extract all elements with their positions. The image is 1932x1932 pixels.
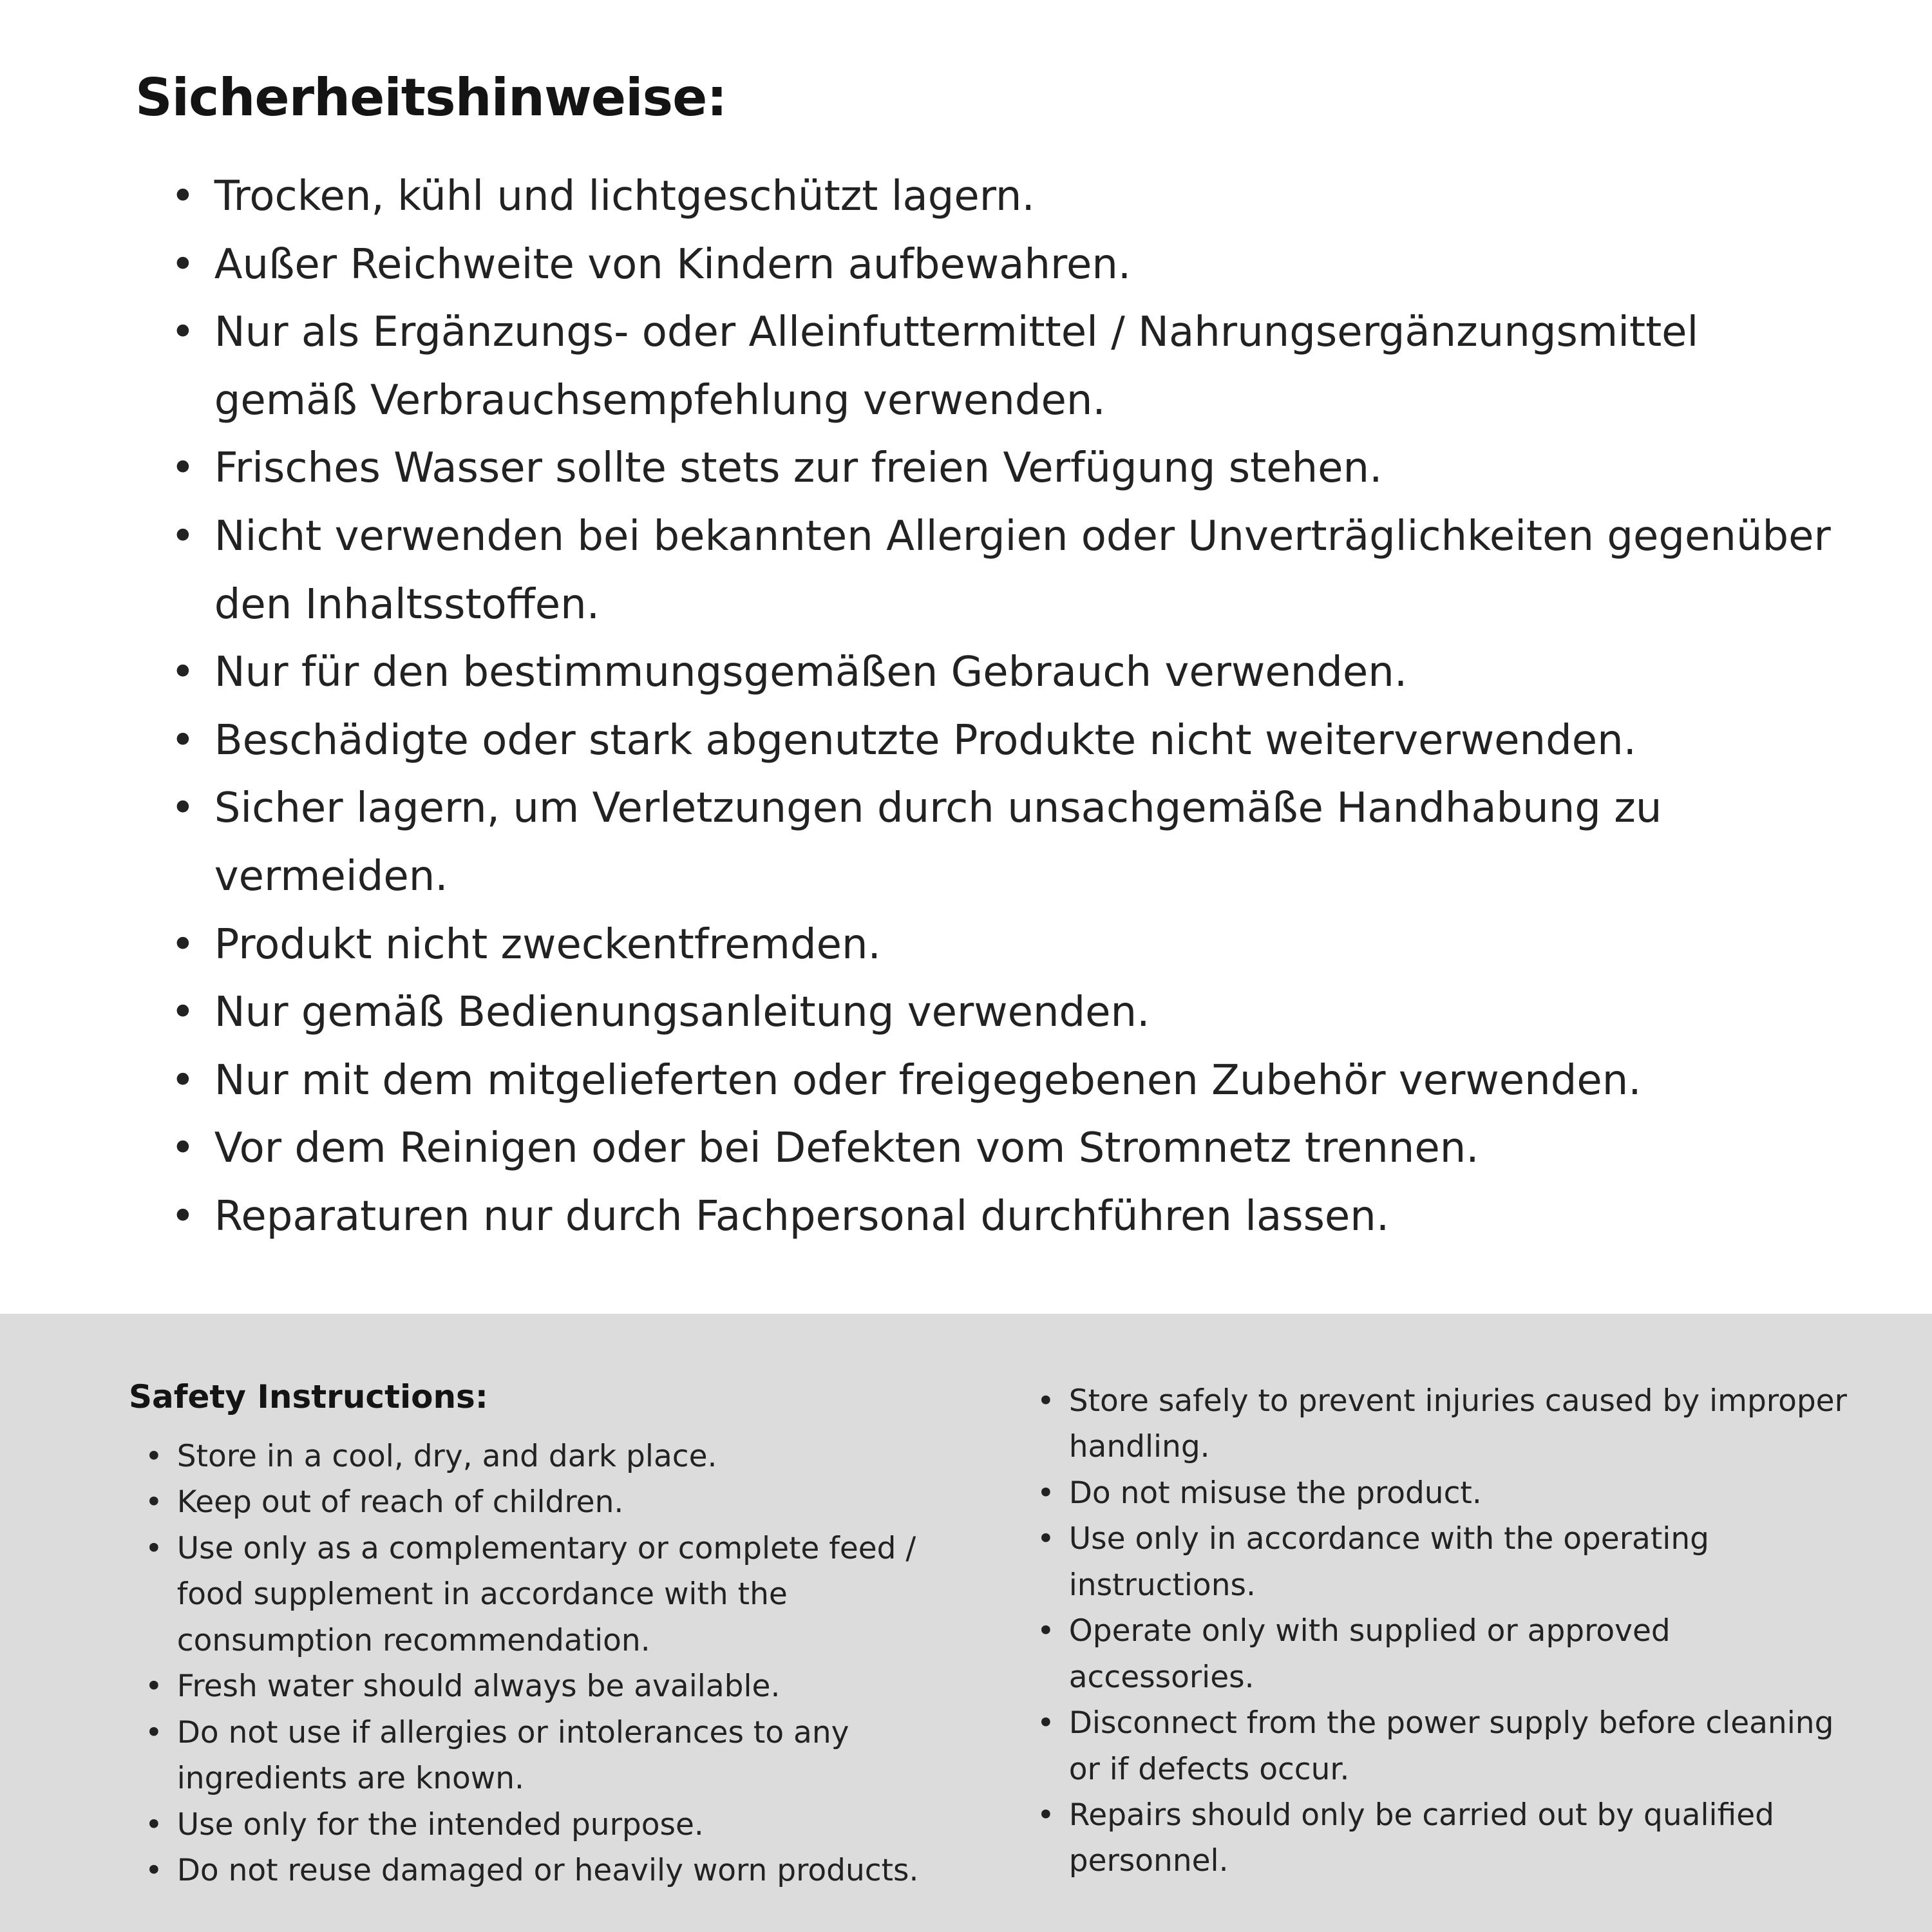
list-item-text: Nicht verwenden bei bekannten Allergien oder Unverträglichkeiten gegenüber den Inhaltsstoffen. bbox=[214, 512, 1831, 629]
bullet-marker: • bbox=[171, 308, 195, 357]
bullet-marker: • bbox=[171, 649, 195, 697]
list-item-text: Nur als Ergänzungs- oder Alleinfuttermittel / Nahrungsergänzungsmittel gemäß Verbrauchsempfehlung verwenden. bbox=[214, 308, 1699, 424]
bullet-marker: • bbox=[1037, 1521, 1055, 1557]
list-item-text: Use only as a complementary or complete feed / food supplement in accordance with the consumption recommendation. bbox=[176, 1530, 916, 1658]
bullet-marker: • bbox=[171, 716, 195, 764]
bullet-marker: • bbox=[145, 1852, 163, 1888]
bullet-marker: • bbox=[145, 1714, 163, 1750]
list-item bbox=[171, 231, 1835, 299]
bullet-marker: • bbox=[171, 240, 195, 289]
list-item bbox=[171, 1183, 1835, 1251]
list-item bbox=[1037, 1516, 1855, 1608]
list-item bbox=[145, 1663, 963, 1709]
bullet-marker: • bbox=[145, 1484, 163, 1520]
list-item-text: Do not use if allergies or intolerances to any ingredients are known. bbox=[176, 1714, 849, 1797]
bullet-marker: • bbox=[1037, 1475, 1055, 1511]
list-item bbox=[145, 1479, 963, 1525]
english-heading: Safety Instructions: bbox=[129, 1378, 488, 1416]
list-item-text: Beschädigte oder stark abgenutzte Produkte nicht weiterverwenden. bbox=[214, 716, 1636, 764]
list-item-text: Frisches Wasser sollte stets zur freien Verfügung stehen. bbox=[214, 444, 1383, 493]
list-item-text: Do not misuse the product. bbox=[1068, 1475, 1482, 1511]
german-heading: Sicherheitshinweise: bbox=[135, 68, 727, 128]
list-item-text: Use only for the intended purpose. bbox=[176, 1806, 704, 1842]
list-item-text: Produkt nicht zweckentfremden. bbox=[214, 920, 881, 969]
list-item bbox=[171, 1115, 1835, 1183]
list-item bbox=[171, 1047, 1835, 1115]
bullet-marker: • bbox=[145, 1530, 163, 1566]
list-item bbox=[145, 1848, 963, 1893]
list-item-text: Store safely to prevent injuries caused by improper handling. bbox=[1068, 1383, 1847, 1465]
list-item bbox=[145, 1526, 963, 1663]
list-item bbox=[1037, 1608, 1855, 1700]
list-item bbox=[171, 707, 1835, 775]
bullet-marker: • bbox=[145, 1439, 163, 1474]
list-item-text: Sicher lagern, um Verletzungen durch unsachgemäße Handhabung zu vermeiden. bbox=[214, 784, 1662, 900]
list-item-text: Operate only with supplied or approved accessories. bbox=[1068, 1613, 1671, 1695]
list-item bbox=[171, 163, 1835, 231]
list-item-text: Nur gemäß Bedienungsanleitung verwenden. bbox=[214, 989, 1150, 1037]
list-item bbox=[1037, 1470, 1855, 1516]
list-item-text: Repairs should only be carried out by qualified personnel. bbox=[1068, 1797, 1774, 1879]
list-item-text: Außer Reichweite von Kindern aufbewahren. bbox=[214, 240, 1132, 289]
english-right-bullet-list bbox=[1021, 1378, 1855, 1884]
list-item-text: Trocken, kühl und lichtgeschützt lagern. bbox=[214, 173, 1035, 220]
list-item-text: Fresh water should always be available. bbox=[176, 1669, 781, 1705]
bullet-marker: • bbox=[171, 173, 195, 220]
list-item-text: Use only in accordance with the operating instructions. bbox=[1068, 1521, 1709, 1603]
list-item bbox=[171, 979, 1835, 1047]
list-item bbox=[171, 911, 1835, 980]
list-item-text: Reparaturen nur durch Fachpersonal durchführen lassen. bbox=[214, 1192, 1390, 1240]
bullet-marker: • bbox=[171, 444, 195, 493]
list-item bbox=[171, 639, 1835, 707]
list-item-text: Nur mit dem mitgelieferten oder freigegebenen Zubehör verwenden. bbox=[214, 1056, 1642, 1104]
english-section bbox=[0, 1314, 1932, 1932]
list-item-text: Vor dem Reinigen oder bei Defekten vom Stromnetz trennen. bbox=[214, 1124, 1479, 1173]
english-left-bullet-list bbox=[129, 1434, 963, 1893]
list-item bbox=[1037, 1700, 1855, 1792]
bullet-marker: • bbox=[1037, 1797, 1055, 1833]
bullet-marker: • bbox=[171, 1056, 195, 1104]
bullet-marker: • bbox=[1037, 1383, 1055, 1419]
german-bullet-list bbox=[135, 163, 1835, 1251]
list-item bbox=[171, 775, 1835, 911]
bullet-marker: • bbox=[145, 1806, 163, 1842]
list-item bbox=[145, 1710, 963, 1802]
english-left-column bbox=[129, 1378, 963, 1932]
list-item bbox=[171, 503, 1835, 639]
bullet-marker: • bbox=[1037, 1613, 1055, 1649]
list-item-text: Store in a cool, dry, and dark place. bbox=[176, 1439, 717, 1474]
list-item bbox=[171, 299, 1835, 435]
list-item bbox=[145, 1434, 963, 1479]
list-item-text: Keep out of reach of children. bbox=[176, 1484, 624, 1520]
bullet-marker: • bbox=[171, 1192, 195, 1240]
bullet-marker: • bbox=[171, 784, 195, 833]
list-item-text: Do not reuse damaged or heavily worn products. bbox=[176, 1852, 919, 1888]
list-item bbox=[145, 1802, 963, 1848]
list-item bbox=[171, 435, 1835, 503]
bullet-marker: • bbox=[1037, 1705, 1055, 1741]
bullet-marker: • bbox=[171, 989, 195, 1037]
english-right-column bbox=[1021, 1378, 1855, 1932]
bullet-marker: • bbox=[145, 1669, 163, 1705]
list-item-text: Nur für den bestimmungsgemäßen Gebrauch verwenden. bbox=[214, 649, 1408, 697]
bullet-marker: • bbox=[171, 920, 195, 969]
list-item bbox=[1037, 1378, 1855, 1470]
bullet-marker: • bbox=[171, 512, 195, 560]
list-item-text: Disconnect from the power supply before cleaning or if defects occur. bbox=[1068, 1705, 1834, 1787]
list-item bbox=[1037, 1792, 1855, 1884]
bullet-marker: • bbox=[171, 1124, 195, 1173]
